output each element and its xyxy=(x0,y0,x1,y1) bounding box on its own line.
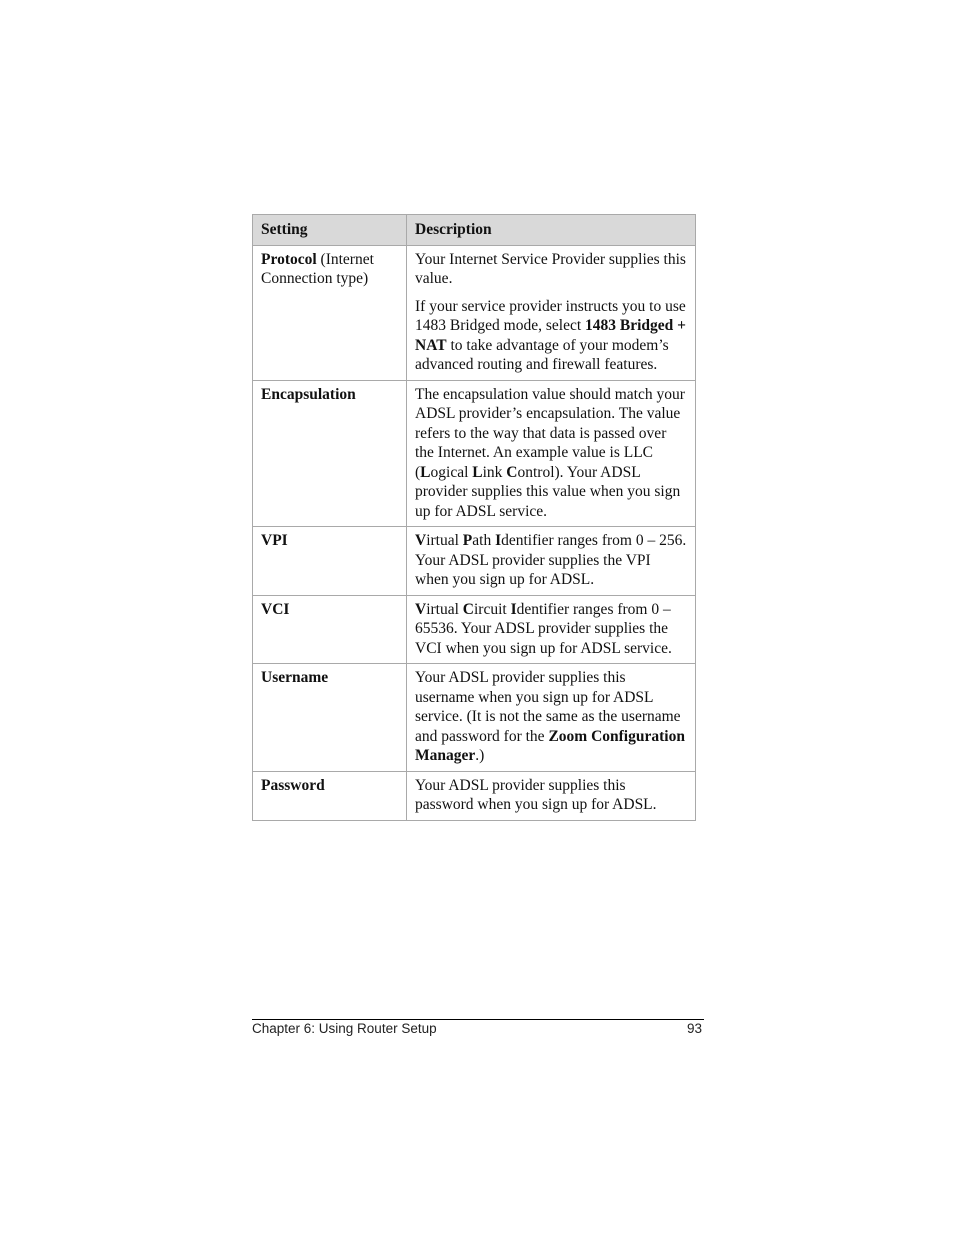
description-text: ink xyxy=(482,463,507,481)
description-text: dentifier ranges from 0 – 256. Your ADSL provider supplies the VPI when you sign up for ADSL. xyxy=(415,532,687,588)
emphasis-letter: V xyxy=(415,600,427,618)
emphasis-letter: V xyxy=(415,532,427,549)
setting-cell xyxy=(253,771,407,820)
setting-cell xyxy=(253,664,407,772)
setting-name: VCI xyxy=(261,600,290,618)
footer-rule xyxy=(252,1019,704,1020)
emphasis-letter: P xyxy=(462,532,473,549)
footer-chapter-title: Chapter 6: Using Router Setup xyxy=(252,1021,437,1036)
description-text: Your ADSL provider supplies this password when you sign up for ADSL. xyxy=(415,776,657,813)
setting-name: Username xyxy=(261,669,329,686)
emphasis-letter: L xyxy=(420,463,431,481)
description-text: ontrol). Your ADSL provider supplies this value when you sign up for ADSL service. xyxy=(415,463,681,520)
table-row xyxy=(253,380,696,527)
emphasis-letter: I xyxy=(510,600,517,618)
settings-table xyxy=(252,214,696,821)
description-cell xyxy=(407,595,696,664)
description-cell xyxy=(407,245,696,380)
description-text: Your ADSL provider supplies this username when you sign up for ADSL service. (It is not the same as the username and password for the xyxy=(415,669,681,745)
setting-name: VPI xyxy=(261,532,288,549)
description-text: irtual xyxy=(426,532,463,549)
table-row xyxy=(253,595,696,664)
setting-cell xyxy=(253,380,407,527)
description-paragraph: Your Internet Service Provider supplies this value. xyxy=(415,250,686,287)
description-text: .) xyxy=(475,747,485,764)
description-text: to take advantage of your modem’s advanced routing and firewall features. xyxy=(415,336,669,373)
column-header-description: Description xyxy=(407,215,696,246)
description-text: If your service provider instructs you to use 1483 Bridged mode, select xyxy=(415,297,686,334)
emphasis-text: Zoom Configuration Manager xyxy=(415,727,685,764)
setting-cell xyxy=(253,527,407,596)
emphasis-text: 1483 Bridged + NAT xyxy=(415,317,687,354)
table-row xyxy=(253,664,696,772)
emphasis-letter: I xyxy=(495,532,502,549)
description-text: dentifier ranges from 0 – 65536. Your ADSL provider supplies the VCI when you sign up for ADSL service. xyxy=(415,600,672,657)
setting-qualifier: (Internet Connection type) xyxy=(261,250,374,287)
setting-name: Encapsulation xyxy=(261,385,356,403)
description-text: irtual xyxy=(426,600,463,618)
description-text: The encapsulation value should match your ADSL provider’s encapsulation. The value refers to the way that data is passed over the Internet. An example value is LLC ( xyxy=(415,385,685,481)
emphasis-letter: C xyxy=(462,600,474,618)
table-row xyxy=(253,527,696,596)
description-paragraph xyxy=(415,297,687,375)
setting-cell xyxy=(253,595,407,664)
description-cell xyxy=(407,380,696,527)
description-cell xyxy=(407,664,696,772)
column-header-setting: Setting xyxy=(253,215,407,246)
setting-name: Password xyxy=(261,776,325,794)
description-text: ogical xyxy=(430,463,473,481)
description-text: ath xyxy=(472,532,496,549)
description-text: ircuit xyxy=(474,600,511,618)
description-cell xyxy=(407,771,696,820)
table-row xyxy=(253,245,696,380)
setting-name: Protocol xyxy=(261,250,317,268)
description-cell xyxy=(407,527,696,596)
table-header-row xyxy=(253,215,696,246)
emphasis-letter: C xyxy=(506,463,518,481)
setting-cell xyxy=(253,245,407,380)
footer-page-number: 93 xyxy=(686,1021,702,1036)
table-row xyxy=(253,771,696,820)
emphasis-letter: L xyxy=(472,463,483,481)
